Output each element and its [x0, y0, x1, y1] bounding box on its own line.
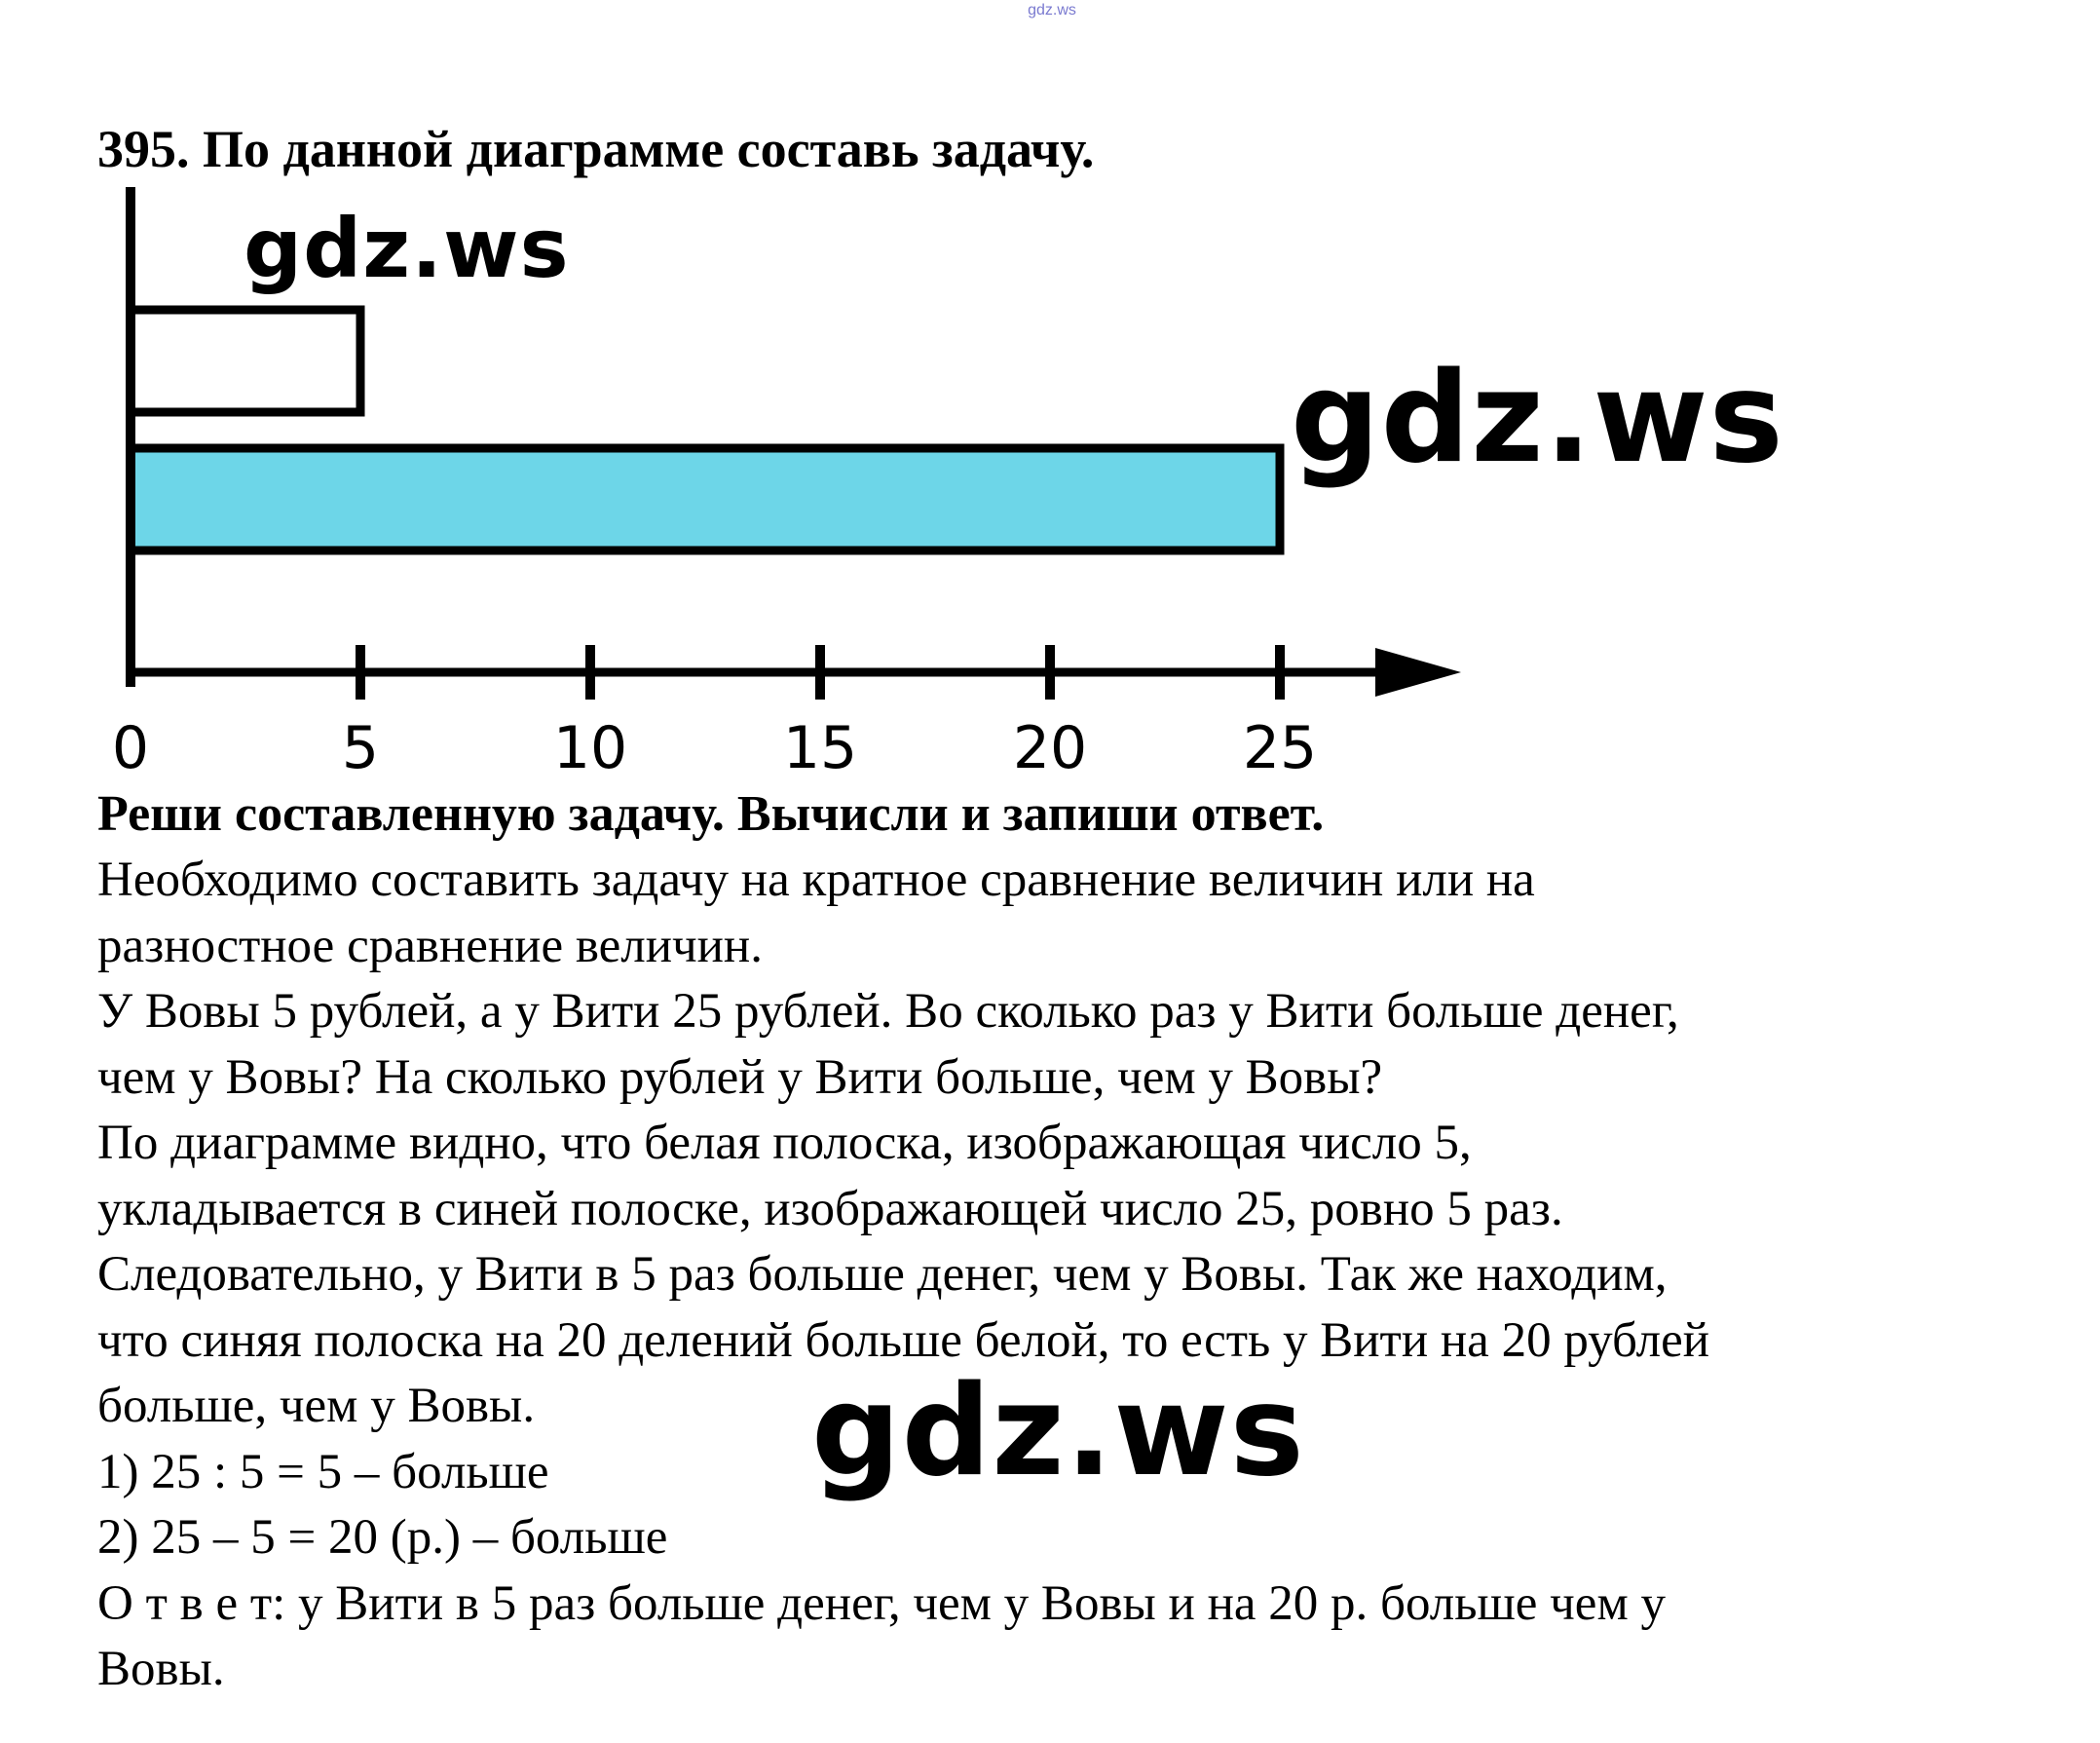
x-tick-label: 25 [1242, 714, 1318, 782]
x-axis-arrow [1375, 648, 1461, 697]
x-tick-label: 5 [341, 714, 380, 782]
text-line: разностное сравнение величин. [97, 918, 763, 973]
x-tick-label: 10 [552, 714, 628, 782]
text-line: укладывается в синей полоске, изображающей число 25, ровно 5 раз. [97, 1181, 1563, 1236]
text-line: У Вовы 5 рублей, а у Вити 25 рублей. Во сколько раз у Вити больше денег, [97, 984, 1679, 1039]
text-line: Необходимо составить задачу на кратное сравнение величин или на [97, 853, 1535, 907]
answer-line: Вовы. [97, 1642, 225, 1696]
calculation-step: 1) 25 : 5 = 5 – больше [97, 1444, 549, 1499]
bar-1 [131, 448, 1280, 550]
watermark: gdz.ws [244, 201, 570, 296]
text-line: больше, чем у Вовы. [97, 1379, 536, 1433]
header-mark: gdz.ws [1028, 2, 1076, 19]
watermark: gdz.ws [1291, 346, 1784, 491]
text-line: По диаграмме видно, что белая полоска, изображающая число 5, [97, 1116, 1472, 1170]
text-line: Следовательно, у Вити в 5 раз больше денег, чем у Вовы. Так же находим, [97, 1247, 1668, 1302]
x-tick-label: 0 [111, 714, 150, 782]
x-tick-label: 15 [782, 714, 858, 782]
calculation-step: 2) 25 – 5 = 20 (р.) – больше [97, 1510, 668, 1565]
bar-0 [131, 310, 360, 412]
solution-title: Реши составленную задачу. Вычисли и запиши ответ. [97, 786, 1325, 842]
text-line: что синяя полоска на 20 делений больше белой, то есть у Вити на 20 рублей [97, 1312, 1710, 1368]
answer-line: О т в е т: у Вити в 5 раз больше денег, чем у Вовы и на 20 р. больше чем у [97, 1575, 1666, 1631]
task-title: 395. По данной диаграмме составь задачу. [97, 120, 1095, 178]
x-tick-label: 20 [1012, 714, 1088, 782]
watermark: gdz.ws [811, 1359, 1305, 1504]
text-line: чем у Вовы? На сколько рублей у Вити больше, чем у Вовы? [97, 1049, 1383, 1105]
solution-text [97, 848, 2045, 1703]
